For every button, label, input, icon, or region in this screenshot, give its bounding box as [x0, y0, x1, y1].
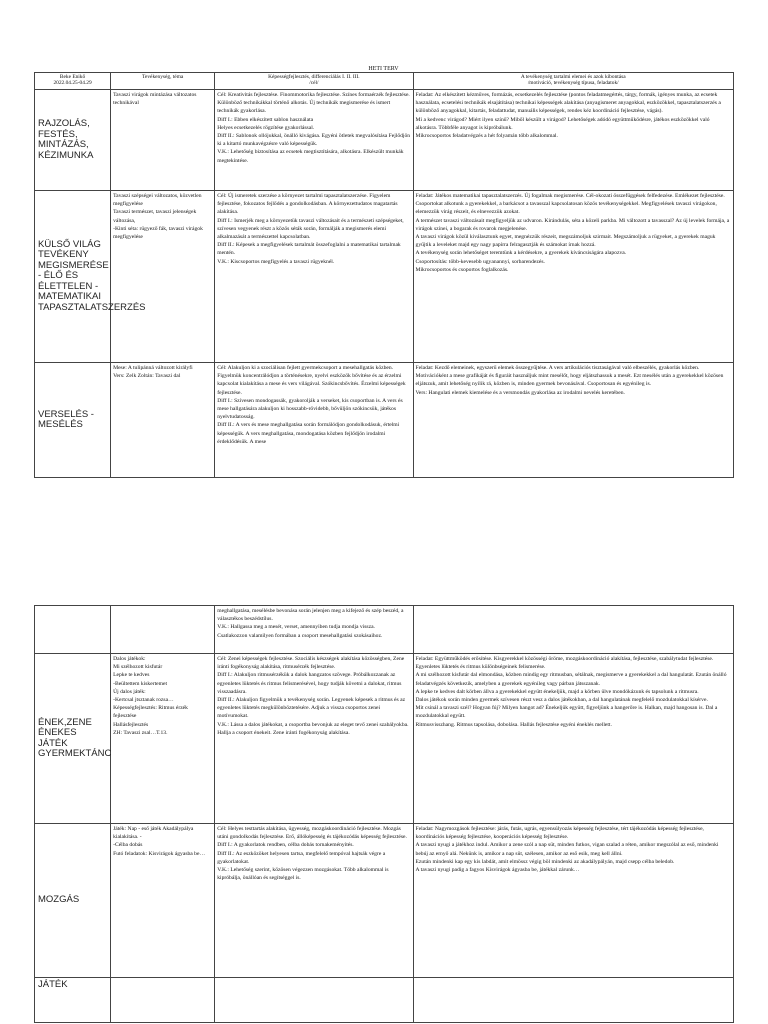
activity-cell: [111, 191, 215, 363]
row-movement: [35, 824, 734, 978]
cell-paragraph: Futó feladatok: Kisvirágok ágyasba be…: [113, 850, 206, 857]
goal-cell: [215, 978, 413, 1023]
header-goal-cell: [215, 73, 413, 90]
activity-cell: [111, 363, 215, 478]
page-title: HETI TERV: [368, 66, 399, 72]
cell-paragraph: Feladat: Kezdő elemeinek, egyszerű elemek összegyűjtése. A vers artikulációs tisztaságával való elbeszélés, gyakorlás közben.: [415, 365, 700, 371]
cell-paragraph: Cél: Alakuljon ki a szociálisan fejlett gyermekcsoport a mesehallgatás közben. Figyelmük koncentrálódjon a történésekre, nyelvi eszközök bővítése és az érzelmi kapcsolat kialakítása a mese és vers világával. Szókincsbővítés. Érzelmi képességek fejlesztése.: [217, 365, 406, 396]
cell-paragraph: Diff II.: Sablonok ollójukkal, önálló kivágása. Egyéni ötletek megvalósítása Fejlődjön ki a kitartó munkavégzésre való képességük.: [217, 133, 411, 148]
goal-cell: [215, 191, 413, 363]
cell-paragraph: Tavaszi szépségei változatos, közvetlen megfigyelése: [113, 193, 202, 208]
cell-paragraph: Cél: Kreativitás fejlesztése. Finommotorika fejlesztése. Színes formaérzék fejlesztése. Különböző technikákkal történő alkotás. Új technikák megismerése és ismert technikák gyakorlása.: [217, 92, 410, 115]
cell-paragraph: -Célba dobás: [113, 842, 143, 849]
cell-paragraph: Diff II.: A vers és mese meghallgatása során formálódjon gondolkodásuk, értelmi képességük. A vers meghallgatása, mondogatása közben fejlődjön irodalmi érdeklődésük. A mese: [217, 422, 400, 445]
cell-paragraph: Diff I.: Alakuljon ritmusérzékük a dalok hangzatos szövege. Próbálkozzanak az egyenletes lüktetés és ritmus felismerésével, hogy tudják követni a dalokat, ritmus visszaadásra.: [217, 672, 402, 695]
cell-paragraph: Feladat: Együttműködés erősítése. Kisgyerekkel közösségi öröme, mozgáskoordináció alakítása, fejlesztése, szabálytudat fejlesztése. Egyenletes lüktetés és ritmus különbségeinek felismerése.: [415, 656, 714, 671]
goal-cell: [215, 606, 413, 654]
cell-paragraph: Feladat: Az elkészített kézműves, formázás, ecsetkezelés fejlesztése (pontos feladatmegértés, tárgy, formák, igényes munka, az ecsetek használata, ecsetelési technikák elsajátítása) technikai képességek alakítása (anyagismeret anyagokkal, eszközökkel, tapasztalatszerzés a különböző anyagokkal, kitartás, feladattudat, manuális képességek, rendes kéz koordináció fejlesztése, vágás).: [415, 92, 721, 115]
activity-cell: [111, 824, 215, 978]
cell-paragraph: Hallásfejlesztés: [113, 721, 149, 728]
cell-paragraph: Mikrocsoportos feladatvégzés a hét folyamán több alkalommal.: [415, 133, 558, 140]
cell-paragraph: Vers: Hangulati elemek kiemelése és a versmondás gyakorlása az irodalmi nevelés keretében.: [415, 389, 625, 396]
content-cell: [413, 90, 733, 191]
cell-paragraph: Képességfejlesztés: Ritmus érzék fejlesztése: [113, 705, 188, 720]
header-goal-sub: /cél/: [309, 80, 319, 87]
cell-paragraph: Motivációként a mese grafikáját és figuráit használjuk mint mesélőt, hogy eljátszhassuk a mesét. Ezt mesélés után a gyerekekkel közösen eljátszuk, amit lehetőség nyílik rá, közben is, minden gyermek bevonásával. Csoportosan és egyénileg is.: [415, 373, 724, 388]
cell-paragraph: Diff I.: Ebben elkészített sablon használata: [217, 116, 314, 123]
category-cell: ÉNEK,ZENE ÉNEKES JÁTÉK GYERMEKTÁNC: [35, 654, 111, 824]
cell-paragraph: Feladat: Nagymozgások fejlesztése: járás, futás, ugrás, egyensúlyozás képesség fejlesztése, tért tájékozódás képesség fejlesztése, koordinációs képesség fejlesztése, kooperációs képesség fejlesztése.: [415, 826, 704, 841]
content-cell: [413, 654, 733, 824]
content-cell: [413, 363, 733, 478]
row-play: [35, 978, 734, 1023]
cell-paragraph: Csoportosítás: több-kevesebb ugyanannyi, sorbarendezés.: [415, 258, 545, 265]
cell-paragraph: Mikrocsoportos és csoportos foglalkozás.: [415, 266, 509, 273]
activity-cell: [111, 90, 215, 191]
header-teacher-cell: [35, 73, 111, 90]
cell-paragraph: A tevékenység során lehetőséget teremtünk a kérdésekre, a gyerekek kíváncsiságára alapozva.: [415, 250, 627, 257]
cell-paragraph: -Kinti séta: rügyező fák, tavaszi virágok megfigyelése: [113, 225, 203, 241]
cell-paragraph: Csatlakozzon valamilyen formában a csoport mesehallgatási szokásaihoz.: [217, 632, 383, 639]
cell-paragraph: Mit csinál a tavaszi szél? Hogyan fúj? Milyen hangot ad? Énekeljük együtt, figyeljünk a hangerőre is. Halkan, majd hangosan is. Dal a mozdulatokkal együtt.: [415, 705, 718, 720]
cell-paragraph: Diff I.: Ismerjék meg a környezetük tavaszi változásait és a természeti szépségeket, szívesen vegyenek részt a közös séták során, formálják a megismerés elemi alkalmazását a természettel kapcsolatban.: [217, 217, 404, 241]
row-art: [35, 90, 734, 191]
cell-paragraph: ZH: Tavaszi zsal…T.13.: [113, 729, 168, 736]
cell-paragraph: A mi szélhozott kisfutár dal elmondása, közben mindig egy ritmusban, sétálnak, megismerve a gyerekekkel a dal hangulatát. Ezután önálló feladatvégzés következik, amelyben a gyerekek egyénileg vagy párban játsszanak.: [415, 672, 727, 687]
cell-paragraph: V.K.: Hallgassa meg a mesét, verset, amennyiben tudja mondja vissza.: [217, 624, 375, 631]
cell-paragraph: Diff II.: Képesek a megfigyelések tartalmát összefoglalni a matematikai tartalmak mentén.: [217, 242, 401, 257]
cell-paragraph: -Beültettem kiskertemet: [113, 680, 167, 687]
category-cell: MOZGÁS: [35, 824, 111, 978]
cell-paragraph: Mi a kedvenc virágod? Miért ilyen színű? Miből készült a virágod? Lehetőségek adódó együttműködésre, játékos eszközökkel való alkotásra. Többféle anyagot is kipróbálunk.: [415, 116, 710, 131]
cell-paragraph: -Kertcsal jtsztanak rozsa…: [113, 697, 174, 704]
row-poetry-continued: [35, 606, 734, 654]
content-cell: [413, 978, 733, 1023]
cell-paragraph: Mi szélhozott kisfutár: [113, 664, 163, 671]
cell-paragraph: Diff I.: A gyakorlatok rendben, célba dobás tornakeményítés.: [217, 842, 354, 849]
content-cell: [413, 191, 733, 363]
activity-cell: [111, 978, 215, 1023]
cell-paragraph: Cél: Helyes testtartás alakítása, ügyesség, mozgáskoordináció fejlesztése. Mozgás utáni gondolkodás fejlesztése. Erő, állóképesség és tájékozódás képesség fejlesztése.: [217, 826, 407, 841]
cell-paragraph: V.K.: Kiscsoportos megfigyelés a tavaszi rügyeknél.: [217, 258, 335, 265]
cell-paragraph: Játék: Nap - eső játék Akadálypálya kialakítása. -: [113, 826, 194, 841]
row-music: [35, 654, 734, 824]
cell-paragraph: A tavaszi nyugi a játékhoz indul. Amikor a zene szól a nap süt, minden futkos, vigan szalad a réten, amikor megszólal az eső, mindenki bebúj az ernyő alá. Nekünk is, amikor a nap süt, szélesen, amikor az eső esik, meg kell állni.: [415, 842, 719, 857]
weekly-plan-table-top: [34, 72, 734, 478]
category-cell: [35, 606, 111, 654]
cell-paragraph: Lepke te kedves: [113, 672, 150, 679]
teacher-name: Beke Enikő: [59, 74, 86, 80]
cell-paragraph: Új dalos játék:: [113, 688, 146, 695]
goal-cell: [215, 824, 413, 978]
header-content-cell: [413, 73, 733, 90]
cell-paragraph: Vers: Zelk Zoltán: Tavaszi dal: [113, 373, 181, 380]
cell-paragraph: V.K.: Lehetőség biztosítása az ecsetek megtisztítására, alkotásra. Elkészült munkák megtekintése.: [217, 149, 404, 164]
row-environment: [35, 191, 734, 363]
content-cell: [413, 606, 733, 654]
cell-paragraph: Ezután mindenki kap egy kis labdát, amit elmössz végig böl mindenki az akadálypályán, majd csepp célba beledob.: [415, 858, 675, 865]
cell-paragraph: Tavaszi virágok mintázása változatos technikával: [113, 92, 197, 107]
date-range: 2022.04.25-04.29: [53, 80, 92, 87]
header-goal-title: Képességfejlesztés, differenciálás I. II. III.: [268, 74, 360, 80]
cell-paragraph: Diff II.: Alakuljon figyelmük a tevékenység során. Legyenek képesek a ritmus és az egyenletes lüktetés megkülönböztetésére. Adjuk a vissza csoportos zenei motívumokat.: [217, 697, 406, 720]
weekly-plan-table-bottom: [34, 605, 734, 1023]
cell-paragraph: Ritmusvisszhang. Ritmus tapsolása, dobolása. Hallás fejlesztése egyéni éneklés mellett.: [415, 721, 612, 728]
header-content-title: A tevékenység tartalmi elemei és azok kibontása: [520, 74, 626, 80]
header-row: [35, 73, 734, 90]
cell-paragraph: Diff II.: Az eszközöket helyesen tartsa, megfelelő tempóval hajtsák végre a gyakorlatokat.: [217, 850, 386, 865]
cell-paragraph: A tavaszi nyugi padig a fagyos Kisvirágok ágyasba be, játékkal zárunk…: [415, 867, 580, 874]
cell-paragraph: Cél: Új ismeretek szerzése a környezet tartalmi tapasztalatszerzése. Figyelem fejlesztése, fokozatos fejlődés a gondolkodásban. A környezettudatos magatartás alakítása.: [217, 193, 398, 216]
cell-paragraph: Tavaszi természet, tavaszi jelenségek változása,: [113, 209, 197, 224]
cell-paragraph: V.K.: Lássa a dalos játékokat, a csoportba bevonjuk az eleget tevő zenei szabályokba. Hallja a csoport énekeit. Zene iránti fogékonyság alakítása.: [217, 721, 409, 736]
cell-paragraph: V.K.: Lehetőség szerint, közösen végezzen mozgásokat. Több alkalommal is kipróbálja, önállóan és segítséggel is.: [217, 867, 389, 882]
cell-paragraph: A tavaszi virágok közül kiválasztunk egyet, megnézzük részeit, megszámoljuk szirmait. Megszámoljuk a rügyeket, a gyerekek maguk gyűjtik a leveleket majd egy nagy papírra felragasztják és számokat írnak hozzá.: [415, 234, 716, 249]
cell-paragraph: Feladat: Játékos matematikai tapasztalatszerzés. Új fogalmak megismerése. Cél-okozati összefüggések felfedezése. Emlékezet fejlesztése.: [415, 193, 725, 199]
row-poetry: [35, 363, 734, 478]
category-cell: JÁTÉK: [35, 978, 111, 1023]
cell-paragraph: meghallgatása, mesélésbe bevonása során jelenjen meg a kifejező és szép beszéd, a választékos beszédstílus.: [217, 608, 404, 623]
cell-paragraph: Csoportokat alkotunk a gyerekekkel, a barkácsot a tavasszal kapcsolatosan közös tevékenységekkel. Megfigyelések tavaszi virágokon, elemezzük virág részeit, és elnevezzük azokat.: [415, 201, 717, 216]
category-cell: KÜLSŐ VILÁG TEVÉKENY MEGISMERÉSE - ÉLŐ ÉS ÉLETTELEN - MATEMATIKAI TAPASZTALATSZERZÉS: [35, 191, 111, 363]
cell-paragraph: Diff I.: Szívesen mondogassák, gyakorolják a verseket, kis csoportban is. A vers és mese hallgatására alakuljon ki hosszabb-rövidebb, bővüljön szókincsük, játékos nyelvtudatosság.: [217, 397, 403, 421]
header-activity-cell: Tevékenység, téma: [111, 73, 215, 90]
activity-cell: [111, 654, 215, 824]
goal-cell: [215, 363, 413, 478]
category-cell: RAJZOLÁS, FESTÉS, MINTÁZÁS, KÉZIMUNKA: [35, 90, 111, 191]
cell-paragraph: Dalos játékok során minden gyermek szívesen részt vesz a dalos játékokban, a dal hangulatának megfelelő mozdulatokkal kísérve.: [415, 697, 708, 704]
cell-paragraph: A lepke te kedves dalt körben állva a gyerekekkel együtt énekeljük, majd a körben ülve mondókázunk és tapsolunk a ritmusra.: [415, 688, 699, 695]
goal-cell: [215, 90, 413, 191]
cell-paragraph: Cél: Zenei képességek fejlesztése. Szociális készségek alakítása közösségben, Zene iránti fogékonyság alakítása, ritmusérzék fejlesztése.: [217, 656, 405, 671]
cell-paragraph: Mese: A tulipánná változott királyfi: [113, 365, 193, 371]
cell-paragraph: Dalos játékok:: [113, 656, 146, 662]
header-content-sub: /motiváció, tevékenység típusa, feladatok/: [527, 80, 619, 87]
content-cell: [413, 824, 733, 978]
cell-paragraph: A természet tavaszi változásait megfigyeljük az udvaron. Kirándulás, séta a közeli parkba. Mi változott a tavasszal? Az új levelek formája, a virágok színei, a bogarak és rovarok megjelenése.: [415, 217, 730, 232]
activity-cell: [111, 606, 215, 654]
cell-paragraph: Helyes ecsetkezelés rögzítése gyakorlással.: [217, 124, 315, 131]
category-cell: VERSELÉS - MESÉLÉS: [35, 363, 111, 478]
goal-cell: [215, 654, 413, 824]
